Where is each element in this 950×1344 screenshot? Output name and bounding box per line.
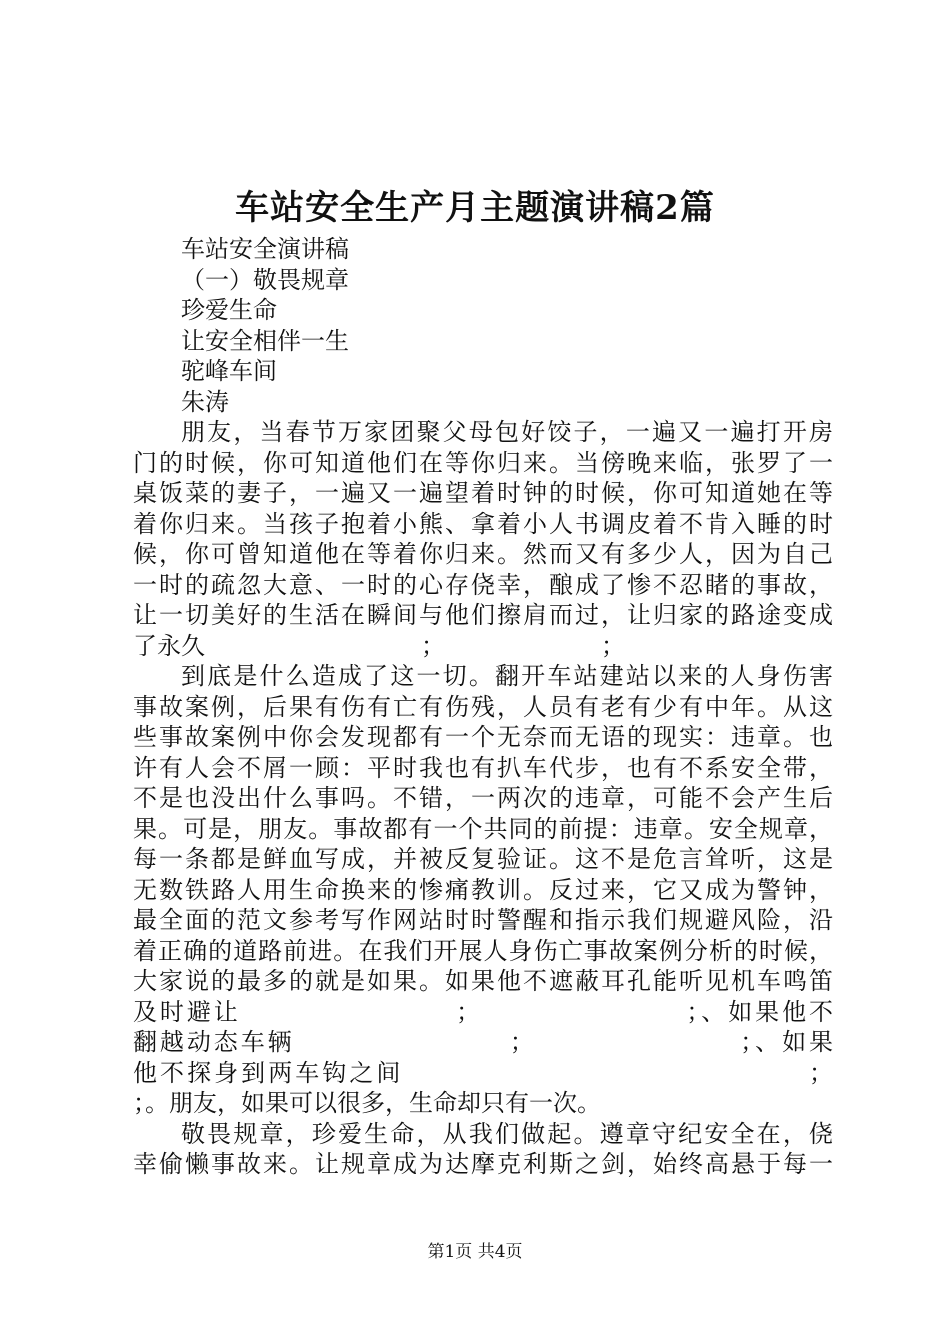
header-line-4: 让安全相伴一生 [181,326,349,355]
paragraph-2-line: 每一条都是鲜血写成，并被反复验证。这不是危言耸听，这是 [133,845,833,873]
page-number-footer: 第1页 共4页 [427,1242,523,1262]
paragraph-2-line: 大家说的最多的就是如果。如果他不遮蔽耳孔能听见机车鸣笛 [133,967,833,995]
header-line-5: 驼峰车间 [181,357,277,385]
document-body [133,234,833,1180]
paragraph-2-line: 及时避让 ； ；、如果他不 [133,997,833,1026]
paragraph-1-line: 了永久 ； ； [133,631,625,660]
paragraph-1-line: 着你归来。当孩子抱着小熊、拿着小人书调皮着不肯入睡的时 [133,509,833,538]
paragraph-1-line: 候，你可曾知道他在等着你归来。然而又有多少人，因为自己 [133,540,833,568]
paragraph-2-line: 许有人会不屑一顾：平时我也有扒车代步，也有不系安全带， [133,753,833,782]
paragraph-2-line: 果。可是，朋友。事故都有一个共同的前提：违章。安全规章， [133,814,833,843]
header-line-1: 车站安全演讲稿 [181,235,349,263]
paragraph-1-line: 让一切美好的生活在瞬间与他们擦肩而过，让归家的路途变成 [133,601,833,629]
header-line-3: 珍爱生命 [181,296,277,324]
paragraph-2-line: 着正确的道路前进。在我们开展人身伤亡事故案例分析的时候， [133,936,833,965]
paragraph-2-line: ；。朋友，如果可以很多，生命却只有一次。 [133,1089,601,1117]
paragraph-2-line: 事故案例，后果有伤有亡有伤残，人员有老有少有中年。从这 [133,692,833,721]
paragraph-3-line: 敬畏规章，珍爱生命，从我们做起。遵章守纪安全在，侥 [181,1119,833,1148]
paragraph-1 [133,417,833,661]
paragraph-2-line: 无数铁路人用生命换来的惨痛教训。反过来，它又成为警钟， [133,875,833,904]
paragraph-3-line: 幸偷懒事故来。让规章成为达摩克利斯之剑，始终高悬于每一 [133,1150,833,1178]
paragraph-2-line: 些事故案例中你会发现都有一个无奈而无语的现实：违章。也 [133,723,833,751]
paragraph-2-line: 最全面的范文参考写作网站时时警醒和指示我们规避风险，沿 [133,906,833,934]
paragraph-1-line: 朋友，当春节万家团聚父母包好饺子，一遍又一遍打开房 [181,418,833,446]
document-title: 车站安全生产月主题演讲稿2篇 [235,188,715,228]
header-line-6: 朱涛 [181,387,229,416]
paragraph-2-line: 翻越动态车辆 ； ；、如果 [133,1028,833,1056]
header-line-2: （一）敬畏规章 [181,265,349,294]
paragraph-2-line: 他不探身到两车钩之间 ； [133,1058,833,1087]
paragraph-1-line: 桌饭菜的妻子，一遍又一遍望着时钟的时候，你可知道她在等 [133,479,833,507]
paragraph-3 [133,1119,833,1180]
paragraph-1-line: 门的时候，你可知道他们在等你归来。当傍晚来临，张罗了一 [133,448,833,477]
paragraph-2 [133,661,833,1119]
paragraph-2-line: 到底是什么造成了这一切。翻开车站建站以来的人身伤害 [181,662,833,690]
paragraph-1-line: 一时的疏忽大意、一时的心存侥幸，酿成了惨不忍睹的事故， [133,570,833,599]
paragraph-2-line: 不是也没出什么事吗。不错，一两次的违章，可能不会产生后 [133,784,833,812]
